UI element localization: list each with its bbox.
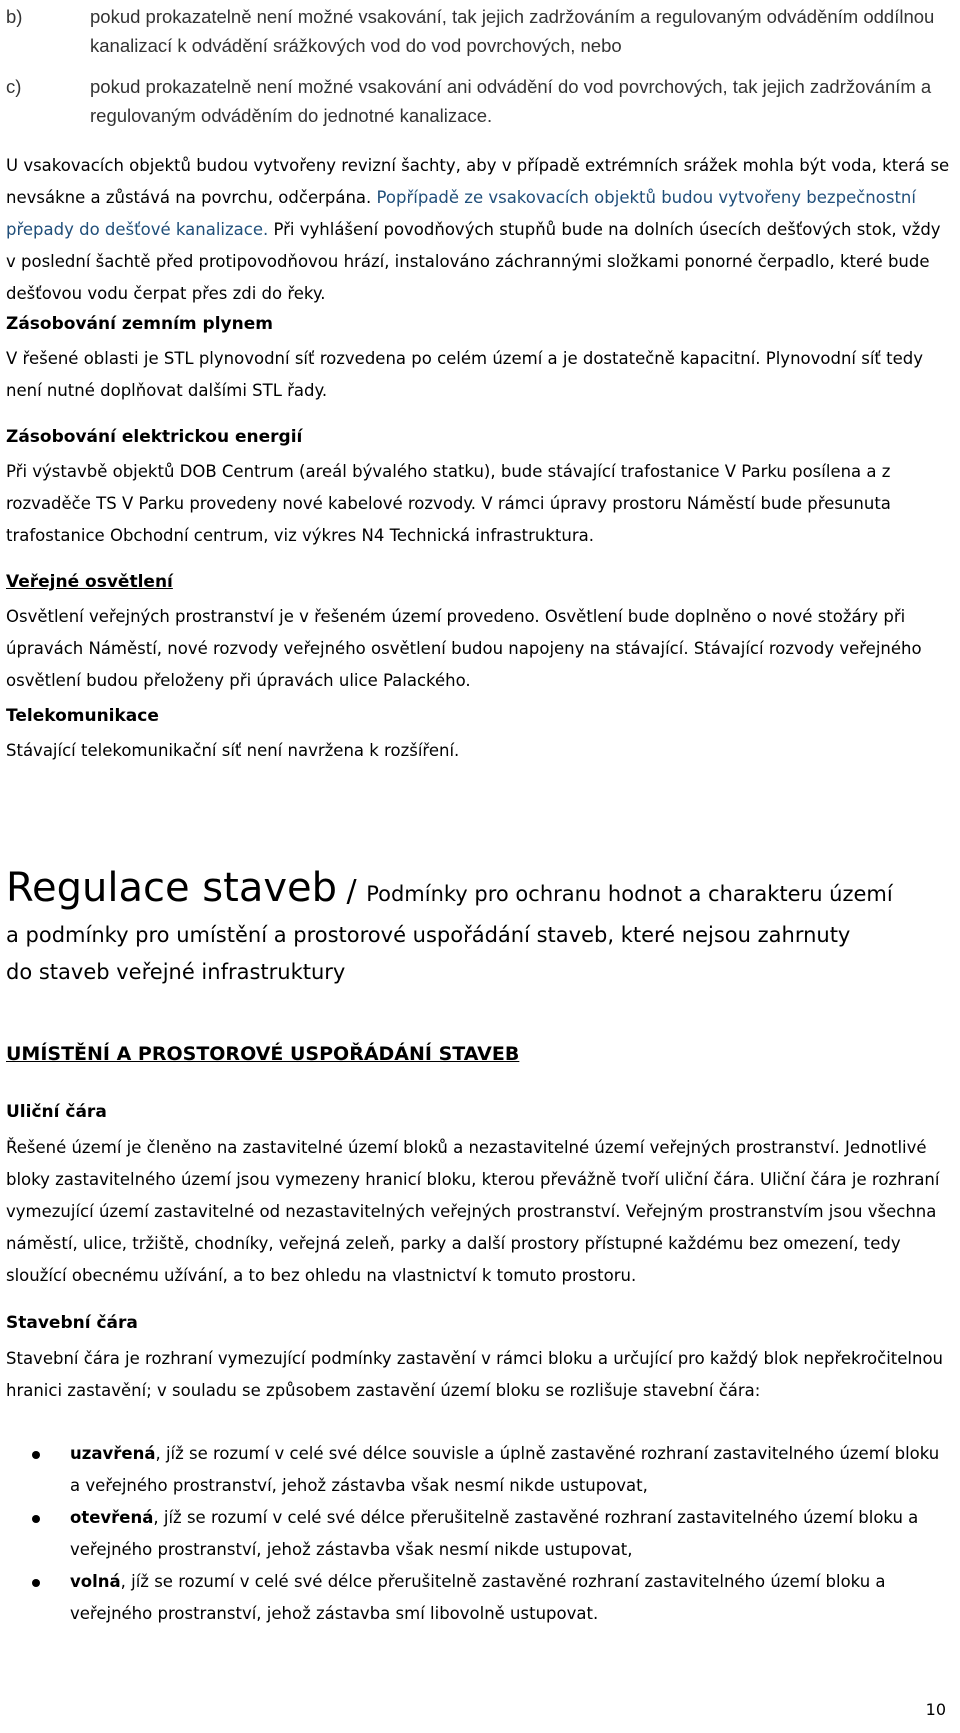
bullet-item-uzavrena	[6, 1438, 950, 1502]
chapter-title-main: Regulace staveb	[6, 865, 337, 911]
bullet-icon	[32, 1451, 40, 1459]
bullet-item-volna	[6, 1566, 950, 1630]
bullet-text: , jíž se rozumí v celé své délce souvisle a úplně zastavěné rozhraní zastavitelného území bloku a veřejného prostranství, jehož zástavba však nesmí nikde ustupovat,	[70, 1444, 940, 1495]
bullet-term: otevřená	[70, 1508, 154, 1527]
list-text: pokud prokazatelně není možné vsakování ani odvádění do vod povrchových, tak jejich zadržováním a regulovaným odváděním do jednotné kanalizace.	[90, 76, 932, 126]
bullet-term: volná	[70, 1572, 121, 1591]
paragraph-part: Popřípadě ze vsakovacích objektů budou vytvořeny bezpečnostní přepady do dešťové kanalizace.	[6, 188, 916, 239]
paragraph-stavebni-cara: Stavební čára je rozhraní vymezující podmínky zastavění v rámci bloku a určující pro každý blok nepřekročitelnou hranici zastavění; v souladu se způsobem zastavění území bloku se rozlišuje stavební čára:	[6, 1349, 943, 1400]
paragraph-ulicni-cara: Řešené území je členěno na zastavitelné území bloků a nezastavitelné území veřejných prostranství. Jednotlivé bloky zastavitelného území jsou vymezeny hranicí bloku, kterou převážně tvoří uliční čára. Uliční čára je rozhraní vymezující území zastavitelné od nezastavitelných veřejných prostranství. Veřejným prostranstvím jsou všechna náměstí, ulice, tržiště, chodníky, veřejná zeleň, parky a další prostory přístupné každému bez omezení, tedy sloužící obecnému užívání, a to bez ohledu na vlastnictví k tomuto prostoru.	[6, 1138, 940, 1285]
heading-ulicni-cara: Uliční čára	[6, 1102, 107, 1122]
bullet-term: uzavřená	[70, 1444, 156, 1463]
section-heading-caps: UMÍSTĚNÍ A PROSTOROVÉ USPOŘÁDÁNÍ STAVEB	[6, 1043, 520, 1065]
heading-zasobovani-plynem: Zásobování zemním plynem	[6, 314, 273, 334]
bullet-list	[6, 1438, 950, 1630]
heading-zasobovani-elektrinou: Zásobování elektrickou energií	[6, 427, 303, 447]
bullet-text: , jíž se rozumí v celé své délce přerušitelně zastavěné rozhraní zastavitelného území bloku a veřejného prostranství, jehož zástavba smí libovolně ustupovat.	[70, 1572, 886, 1623]
heading-verejne-osvetleni: Veřejné osvětlení	[6, 572, 173, 592]
list-label: b)	[6, 6, 23, 27]
paragraph-part: Při vyhlášení povodňových stupňů bude na dolních úsecích dešťových stok, vždy v poslední šachtě před protipovodňovou hrází, instalováno záchrannými složkami ponorné čerpadlo, které bude dešťovou vodu čerpat přes zdi do řeky.	[6, 220, 941, 303]
paragraph-plyn: V řešené oblasti je STL plynovodní síť rozvedena po celém území a je dostatečně kapacitní. Plynovodní síť tedy není nutné doplňovat dalšími STL řady.	[6, 349, 923, 400]
heading-stavebni-cara: Stavební čára	[6, 1313, 138, 1333]
paragraph-vsakovaci-objekty	[6, 150, 950, 310]
paragraph-telekomunikace: Stávající telekomunikační síť není navržena k rozšíření.	[6, 741, 460, 760]
chapter-subtitle-line: do staveb veřejné infrastruktury	[6, 960, 346, 984]
bullet-text: , jíž se rozumí v celé své délce přerušitelně zastavěné rozhraní zastavitelného území bloku a veřejného prostranství, jehož zástavba však nesmí nikde ustupovat,	[70, 1508, 919, 1559]
paragraph-osvetleni: Osvětlení veřejných prostranství je v řešeném území provedeno. Osvětlení bude doplněno o nové stožáry při úpravách Náměstí, nové rozvody veřejného osvětlení budou napojeny na stávající. Stávající rozvody veřejného osvětlení budou přeloženy při úpravách ulice Palackého.	[6, 607, 922, 690]
bullet-icon	[32, 1515, 40, 1523]
page-number: 10	[925, 1700, 946, 1719]
bullet-item-otevrena	[6, 1502, 950, 1566]
chapter-subtitle-line: a podmínky pro umístění a prostorové uspořádání staveb, které nejsou zahrnuty	[6, 923, 851, 947]
bullet-icon	[32, 1579, 40, 1587]
paragraph-elektro: Při výstavbě objektů DOB Centrum (areál bývalého statku), bude stávající trafostanice V Parku posílena a z rozvaděče TS V Parku provedeny nové kabelové rozvody. V rámci úpravy prostoru Náměstí bude přesunuta trafostanice Obchodní centrum, viz výkres N4 Technická infrastruktura.	[6, 462, 891, 545]
chapter-title-slash: /	[337, 874, 367, 909]
paragraph-part: U vsakovacích objektů budou vytvořeny revizní šachty, aby v případě extrémních srážek mohla být voda, která se nevsákne a zůstává na povrchu, odčerpána.	[6, 156, 950, 207]
list-text: pokud prokazatelně není možné vsakování, tak jejich zadržováním a regulovaným odváděním oddílnou kanalizací k odvádění srážkových vod do vod povrchových, nebo	[90, 6, 935, 56]
chapter-title	[6, 865, 950, 917]
heading-telekomunikace: Telekomunikace	[6, 706, 159, 726]
list-label: c)	[6, 76, 22, 97]
chapter-subtitle: Podmínky pro ochranu hodnot a charakteru území	[366, 882, 893, 906]
